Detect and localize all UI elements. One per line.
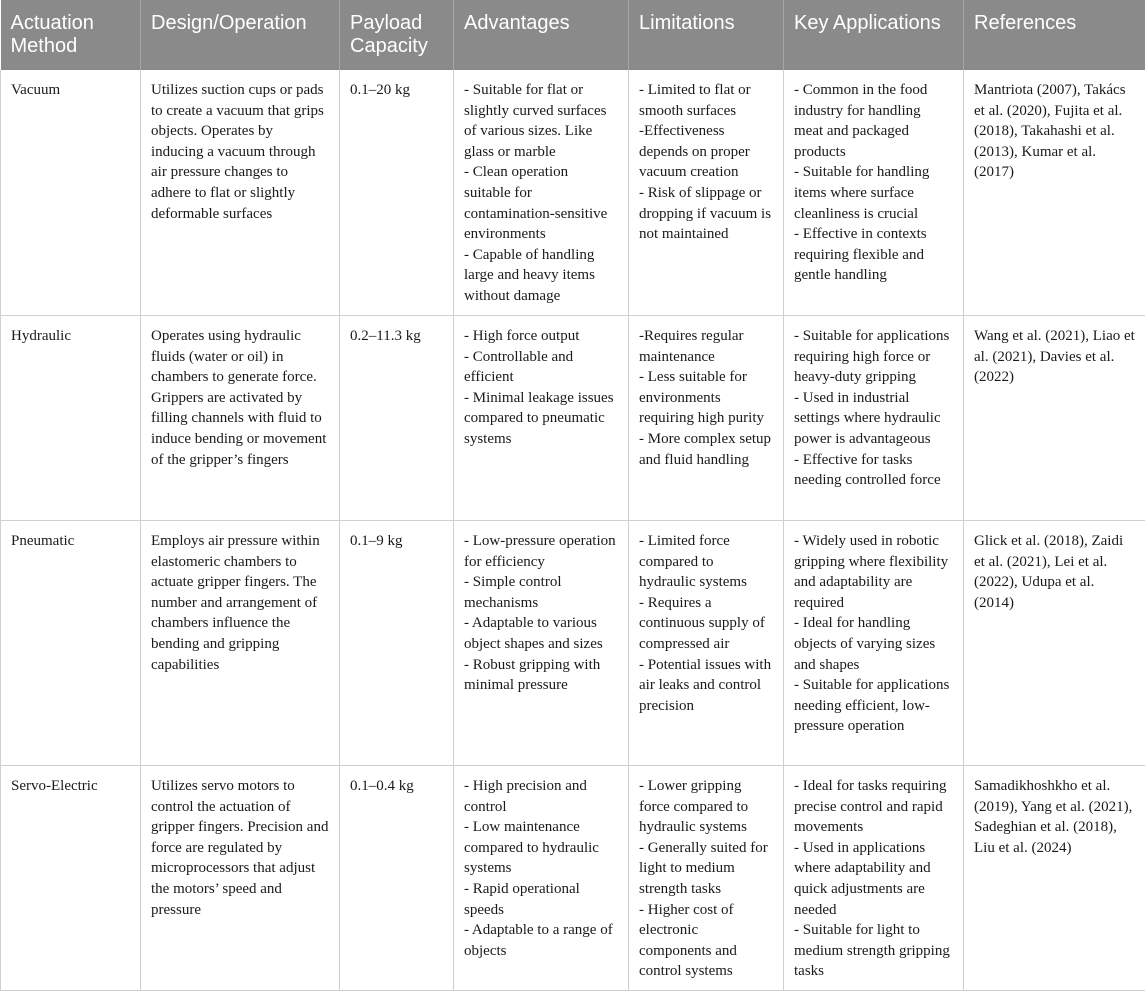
limitation-item: - Limited force compared to hydraulic systems: [639, 533, 747, 591]
cell-payload: 0.1–20 kg: [340, 70, 454, 316]
advantage-item: - Low-pressure operation for efficiency: [464, 533, 616, 570]
cell-payload: 0.2–11.3 kg: [340, 316, 454, 521]
limitation-item: -Requires regular maintenance: [639, 328, 744, 365]
application-item: - Widely used in robotic gripping where flexibility and adaptability are required: [794, 533, 949, 611]
cell-limitations: [629, 70, 784, 316]
limitation-item: - Lower gripping force compared to hydraulic systems: [639, 778, 749, 836]
cell-references: Mantriota (2007), Takács et al. (2020), Fujita et al. (2018), Takahashi et al. (2013), Kumar et al. (2017): [964, 70, 1145, 316]
header-design-operation: Design/Operation: [141, 0, 340, 70]
cell-method: Servo-Electric: [1, 766, 141, 991]
cell-method: Pneumatic: [1, 521, 141, 766]
application-item: - Effective in contexts requiring flexible and gentle handling: [794, 226, 927, 284]
cell-design: Utilizes servo motors to control the actuation of gripper fingers. Precision and force are regulated by microprocessors that adjust the motors’ speed and pressure: [141, 766, 340, 991]
advantage-item: - Adaptable to various object shapes and sizes: [464, 615, 603, 652]
application-item: - Used in industrial settings where hydraulic power is advantageous: [794, 389, 941, 447]
table-row: [1, 70, 1145, 316]
limitation-item: - Less suitable for environments requiring high purity: [639, 369, 764, 427]
cell-design: Employs air pressure within elastomeric chambers to actuate gripper fingers. The number and arrangement of chambers influence the bending and gripping capabilities: [141, 521, 340, 766]
limitation-item: -Effectiveness depends on proper vacuum creation: [639, 123, 750, 181]
limitation-item: - Limited to flat or smooth surfaces: [639, 82, 751, 119]
header-actuation-method: Actuation Method: [1, 0, 141, 70]
header-references: References: [964, 0, 1145, 70]
header-payload-capacity: Payload Capacity: [340, 0, 454, 70]
advantage-item: - Suitable for flat or slightly curved surfaces of various sizes. Like glass or marble: [464, 82, 607, 160]
advantage-item: - Low maintenance compared to hydraulic systems: [464, 819, 599, 877]
advantage-item: - Robust gripping with minimal pressure: [464, 656, 601, 694]
application-item: - Suitable for applications needing efficient, low-pressure operation: [794, 677, 950, 735]
application-item: - Effective for tasks needing controlled force: [794, 451, 941, 489]
cell-applications: [784, 521, 964, 766]
limitation-item: - More complex setup and fluid handling: [639, 430, 772, 468]
advantage-item: - Minimal leakage issues compared to pneumatic systems: [464, 389, 614, 447]
cell-applications: [784, 766, 964, 991]
limitation-item: - Higher cost of electronic components and control systems: [639, 901, 737, 980]
cell-method: Vacuum: [1, 70, 141, 316]
header-limitations: Limitations: [629, 0, 784, 70]
advantage-item: - High force output: [464, 328, 580, 344]
cell-limitations: [629, 766, 784, 991]
application-item: - Common in the food industry for handling meat and packaged products: [794, 82, 928, 160]
header-advantages: Advantages: [454, 0, 629, 70]
application-item: - Ideal for tasks requiring precise control and rapid movements: [794, 778, 947, 836]
header-key-applications: Key Applications: [784, 0, 964, 70]
cell-references: Samadikhoshkho et al. (2019), Yang et al. (2021), Sadeghian et al. (2018), Liu et al. (2024): [964, 766, 1145, 991]
application-item: - Suitable for applications requiring high force or heavy-duty gripping: [794, 328, 950, 386]
application-item: - Suitable for light to medium strength gripping tasks: [794, 922, 950, 980]
cell-design: Operates using hydraulic fluids (water or oil) in chambers to generate force. Grippers are activated by filling channels with fluid to induce bending or movement of the gripper’s fingers: [141, 316, 340, 521]
cell-design: Utilizes suction cups or pads to create a vacuum that grips objects. Operates by inducing a vacuum through air pressure changes to adhere to flat or slightly deformable surfaces: [141, 70, 340, 316]
cell-advantages: [454, 766, 629, 991]
cell-advantages: [454, 70, 629, 316]
cell-references: Glick et al. (2018), Zaidi et al. (2021), Lei et al. (2022), Udupa et al. (2014): [964, 521, 1145, 766]
advantage-item: - Rapid operational speeds: [464, 880, 580, 918]
limitation-item: - Potential issues with air leaks and control precision: [639, 656, 772, 714]
limitation-item: - Requires a continuous supply of compressed air: [639, 594, 765, 652]
advantage-item: - High precision and control: [464, 778, 587, 815]
limitation-item: - Generally suited for light to medium strength tasks: [639, 839, 768, 897]
cell-references: Wang et al. (2021), Liao et al. (2021), Davies et al. (2022): [964, 316, 1145, 521]
cell-limitations: [629, 316, 784, 521]
table-header-row: [1, 0, 1145, 70]
cell-method: Hydraulic: [1, 316, 141, 521]
application-item: - Suitable for handling items where surface cleanliness is crucial: [794, 164, 930, 222]
cell-payload: 0.1–0.4 kg: [340, 766, 454, 991]
cell-limitations: [629, 521, 784, 766]
table-row: [1, 766, 1145, 991]
application-item: - Ideal for handling objects of varying sizes and shapes: [794, 615, 936, 673]
cell-applications: [784, 316, 964, 521]
cell-applications: [784, 70, 964, 316]
table-row: [1, 316, 1145, 521]
advantage-item: - Clean operation suitable for contamination-sensitive environments: [464, 164, 608, 243]
application-item: - Used in applications where adaptability and quick adjustments are needed: [794, 839, 931, 918]
limitation-item: - Risk of slippage or dropping if vacuum is not maintained: [639, 184, 772, 243]
advantage-item: - Controllable and efficient: [464, 348, 574, 386]
advantage-item: - Adaptable to a range of objects: [464, 922, 613, 959]
cell-advantages: [454, 521, 629, 766]
table-row: [1, 521, 1145, 766]
cell-advantages: [454, 316, 629, 521]
cell-payload: 0.1–9 kg: [340, 521, 454, 766]
advantage-item: - Capable of handling large and heavy items without damage: [464, 246, 595, 304]
advantage-item: - Simple control mechanisms: [464, 574, 562, 611]
